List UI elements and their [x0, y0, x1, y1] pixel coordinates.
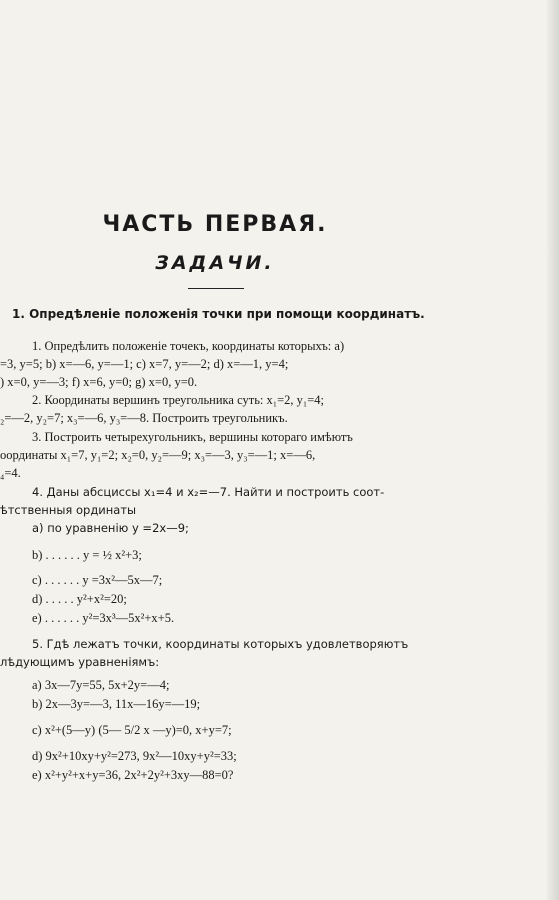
text-line: 5. Гдѣ лежатъ точки, координаты которыхъ удовлетворяютъ	[32, 637, 409, 651]
section-heading: 1. Опредѣленіе положенія точки при помощи координатъ.	[12, 307, 425, 321]
text-line: 3. Построить четырехугольникъ, вершины котораго имѣютъ	[32, 430, 353, 444]
page-edge-shadow	[545, 0, 559, 900]
text-line: a) по уравненію y =2x—9;	[32, 521, 189, 535]
text-line: 2. Координаты вершинъ треугольника суть: x₁=2, y₁=4;	[32, 393, 325, 407]
text-line: ) x=0, y=—3; f) x=6, y=0; g) x=0, y=0.	[0, 375, 198, 389]
text-line: ₄=4.	[0, 466, 21, 480]
text-line: d) . . . . . y²+x²=20;	[32, 592, 127, 606]
text-line: =3, y=5; b) x=—6, y=—1; c) x=7, y=—2; d) x=—1, y=4;	[0, 357, 289, 371]
text-line: 4. Даны абсциссы x₁=4 и x₂=—7. Найти и построить соот-	[32, 485, 385, 499]
text-line: b) . . . . . . y = ½ x²+3;	[32, 548, 142, 562]
text-line: ₂=—2, y₂=7; x₃=—6, y₃=—8. Построить треугольникъ.	[0, 411, 288, 425]
text-line: e) . . . . . . y²=3x³—5x²+x+5.	[32, 611, 175, 625]
text-line: оординаты x₁=7, y₁=2; x₂=0, y₂=—9; x₃=—3, y₃=—1; x=—6,	[0, 448, 316, 462]
text-line: c) x²+(5—y) (5— 5/2 x —y)=0, x+y=7;	[32, 723, 232, 737]
part-title: ЧАСТЬ ПЕРВАЯ.	[102, 212, 328, 237]
title-divider	[188, 288, 244, 289]
text-line: a) 3x—7y=55, 5x+2y=—4;	[32, 678, 170, 692]
text-line: b) 2x—3y=—3, 11x—16y=—19;	[32, 697, 201, 711]
text-line: 1. Опредѣлить положеніе точекъ, координаты которыхъ: a)	[32, 339, 345, 353]
tasks-title: ЗАДАЧИ.	[155, 252, 275, 274]
text-line: c) . . . . . . y =3x²—5x—7;	[32, 573, 163, 587]
text-line: e) x²+y²+x+y=36, 2x²+2y²+3xy—88=0?	[32, 768, 234, 782]
text-line: лѣдующимъ уравненіямъ:	[0, 655, 160, 669]
text-line: d) 9x²+10xy+y²=273, 9x²—10xy+y²=33;	[32, 749, 237, 763]
text-line: ѣтственныя ординаты	[0, 503, 137, 517]
